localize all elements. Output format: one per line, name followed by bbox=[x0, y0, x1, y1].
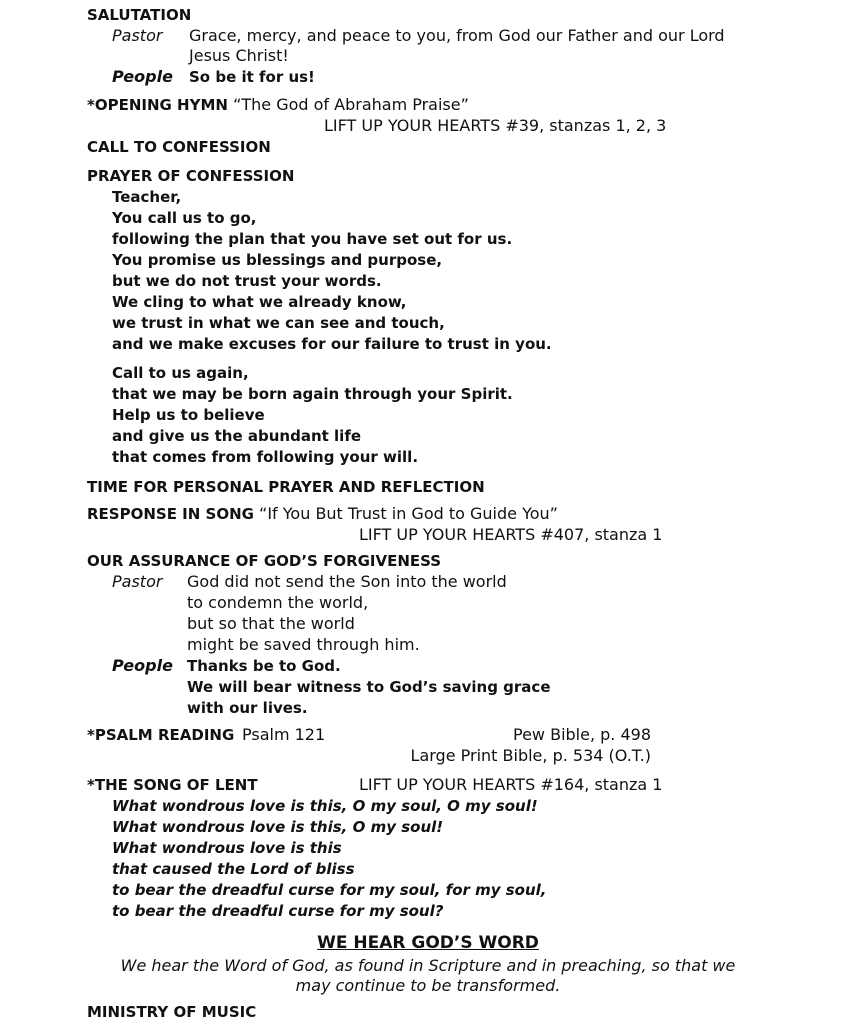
opening-hymn-title: “The God of Abraham Praise” bbox=[233, 95, 469, 114]
assurance-people-label: People bbox=[112, 656, 173, 675]
psalm-reading-psalm: Psalm 121 bbox=[242, 725, 326, 744]
ministry-of-music-heading: MINISTRY OF MUSIC bbox=[87, 1003, 257, 1021]
prayer-line: We cling to what we already know, bbox=[112, 293, 407, 311]
song-of-lent-reference: LIFT UP YOUR HEARTS #164, stanza 1 bbox=[359, 775, 663, 794]
assurance-pastor-label: Pastor bbox=[112, 572, 163, 591]
assurance-pastor-line: might be saved through him. bbox=[187, 635, 420, 654]
word-section-title-row bbox=[0, 932, 856, 954]
salutation-heading: SALUTATION bbox=[87, 6, 192, 24]
salutation-pastor-label: Pastor bbox=[112, 26, 163, 45]
word-section-title: WE HEAR GOD’S WORD bbox=[317, 933, 539, 953]
word-section-intro-line: may continue to be transformed. bbox=[295, 976, 561, 995]
assurance-heading: OUR ASSURANCE OF GOD’S FORGIVENESS bbox=[87, 552, 442, 570]
prayer-line: You promise us blessings and purpose, bbox=[112, 251, 443, 269]
psalm-reading-large-print: Large Print Bible, p. 534 (O.T.) bbox=[410, 746, 651, 765]
prayer-line: Help us to believe bbox=[112, 406, 265, 424]
prayer-line: that we may be born again through your Spirit. bbox=[112, 385, 513, 403]
prayer-line: Teacher, bbox=[112, 188, 182, 206]
prayer-line: Call to us again, bbox=[112, 364, 249, 382]
assurance-people-line: Thanks be to God. bbox=[187, 657, 341, 675]
assurance-pastor-line: God did not send the Son into the world bbox=[187, 572, 507, 591]
assurance-people-line: with our lives. bbox=[187, 699, 308, 717]
prayer-line: we trust in what we can see and touch, bbox=[112, 314, 445, 332]
prayer-line: but we do not trust your words. bbox=[112, 272, 382, 290]
salutation-people-label: People bbox=[112, 67, 173, 86]
response-in-song-reference: LIFT UP YOUR HEARTS #407, stanza 1 bbox=[359, 525, 663, 544]
prayer-line: that comes from following your will. bbox=[112, 448, 419, 466]
salutation-people-line: So be it for us! bbox=[189, 68, 315, 86]
opening-hymn-heading: *OPENING HYMN bbox=[87, 96, 228, 114]
song-line: to bear the dreadful curse for my soul, for my soul, bbox=[112, 881, 547, 899]
opening-hymn-row bbox=[87, 95, 469, 115]
song-line: What wondrous love is this, O my soul! bbox=[112, 818, 444, 836]
response-in-song-title: “If You But Trust in God to Guide You” bbox=[259, 504, 558, 523]
prayer-line: and we make excuses for our failure to trust in you. bbox=[112, 335, 552, 353]
call-to-confession-heading: CALL TO CONFESSION bbox=[87, 138, 271, 156]
assurance-pastor-line: but so that the world bbox=[187, 614, 355, 633]
prayer-line: and give us the abundant life bbox=[112, 427, 362, 445]
song-line: to bear the dreadful curse for my soul? bbox=[112, 902, 444, 920]
personal-prayer-heading: TIME FOR PERSONAL PRAYER AND REFLECTION bbox=[87, 478, 485, 496]
song-line: What wondrous love is this bbox=[112, 839, 342, 857]
response-in-song-row bbox=[87, 504, 558, 524]
assurance-people-line: We will bear witness to God’s saving grace bbox=[187, 678, 551, 696]
song-of-lent-heading: *THE SONG OF LENT bbox=[87, 776, 258, 794]
word-section-intro-line: We hear the Word of God, as found in Scripture and in preaching, so that we bbox=[120, 956, 736, 975]
prayer-line: You call us to go, bbox=[112, 209, 257, 227]
assurance-pastor-line: to condemn the world, bbox=[187, 593, 369, 612]
salutation-pastor-line-2: Jesus Christ! bbox=[189, 46, 289, 65]
psalm-reading-heading: *PSALM READING bbox=[87, 726, 235, 744]
opening-hymn-reference: LIFT UP YOUR HEARTS #39, stanzas 1, 2, 3 bbox=[324, 116, 667, 135]
response-in-song-heading: RESPONSE IN SONG bbox=[87, 505, 254, 523]
salutation-pastor-line-1: Grace, mercy, and peace to you, from God our Father and our Lord bbox=[189, 26, 725, 45]
psalm-reading-pew-bible: Pew Bible, p. 498 bbox=[513, 725, 651, 744]
prayer-line: following the plan that you have set out for us. bbox=[112, 230, 513, 248]
song-line: What wondrous love is this, O my soul, O my soul! bbox=[112, 797, 538, 815]
song-line: that caused the Lord of bliss bbox=[112, 860, 355, 878]
prayer-of-confession-heading: PRAYER OF CONFESSION bbox=[87, 167, 295, 185]
